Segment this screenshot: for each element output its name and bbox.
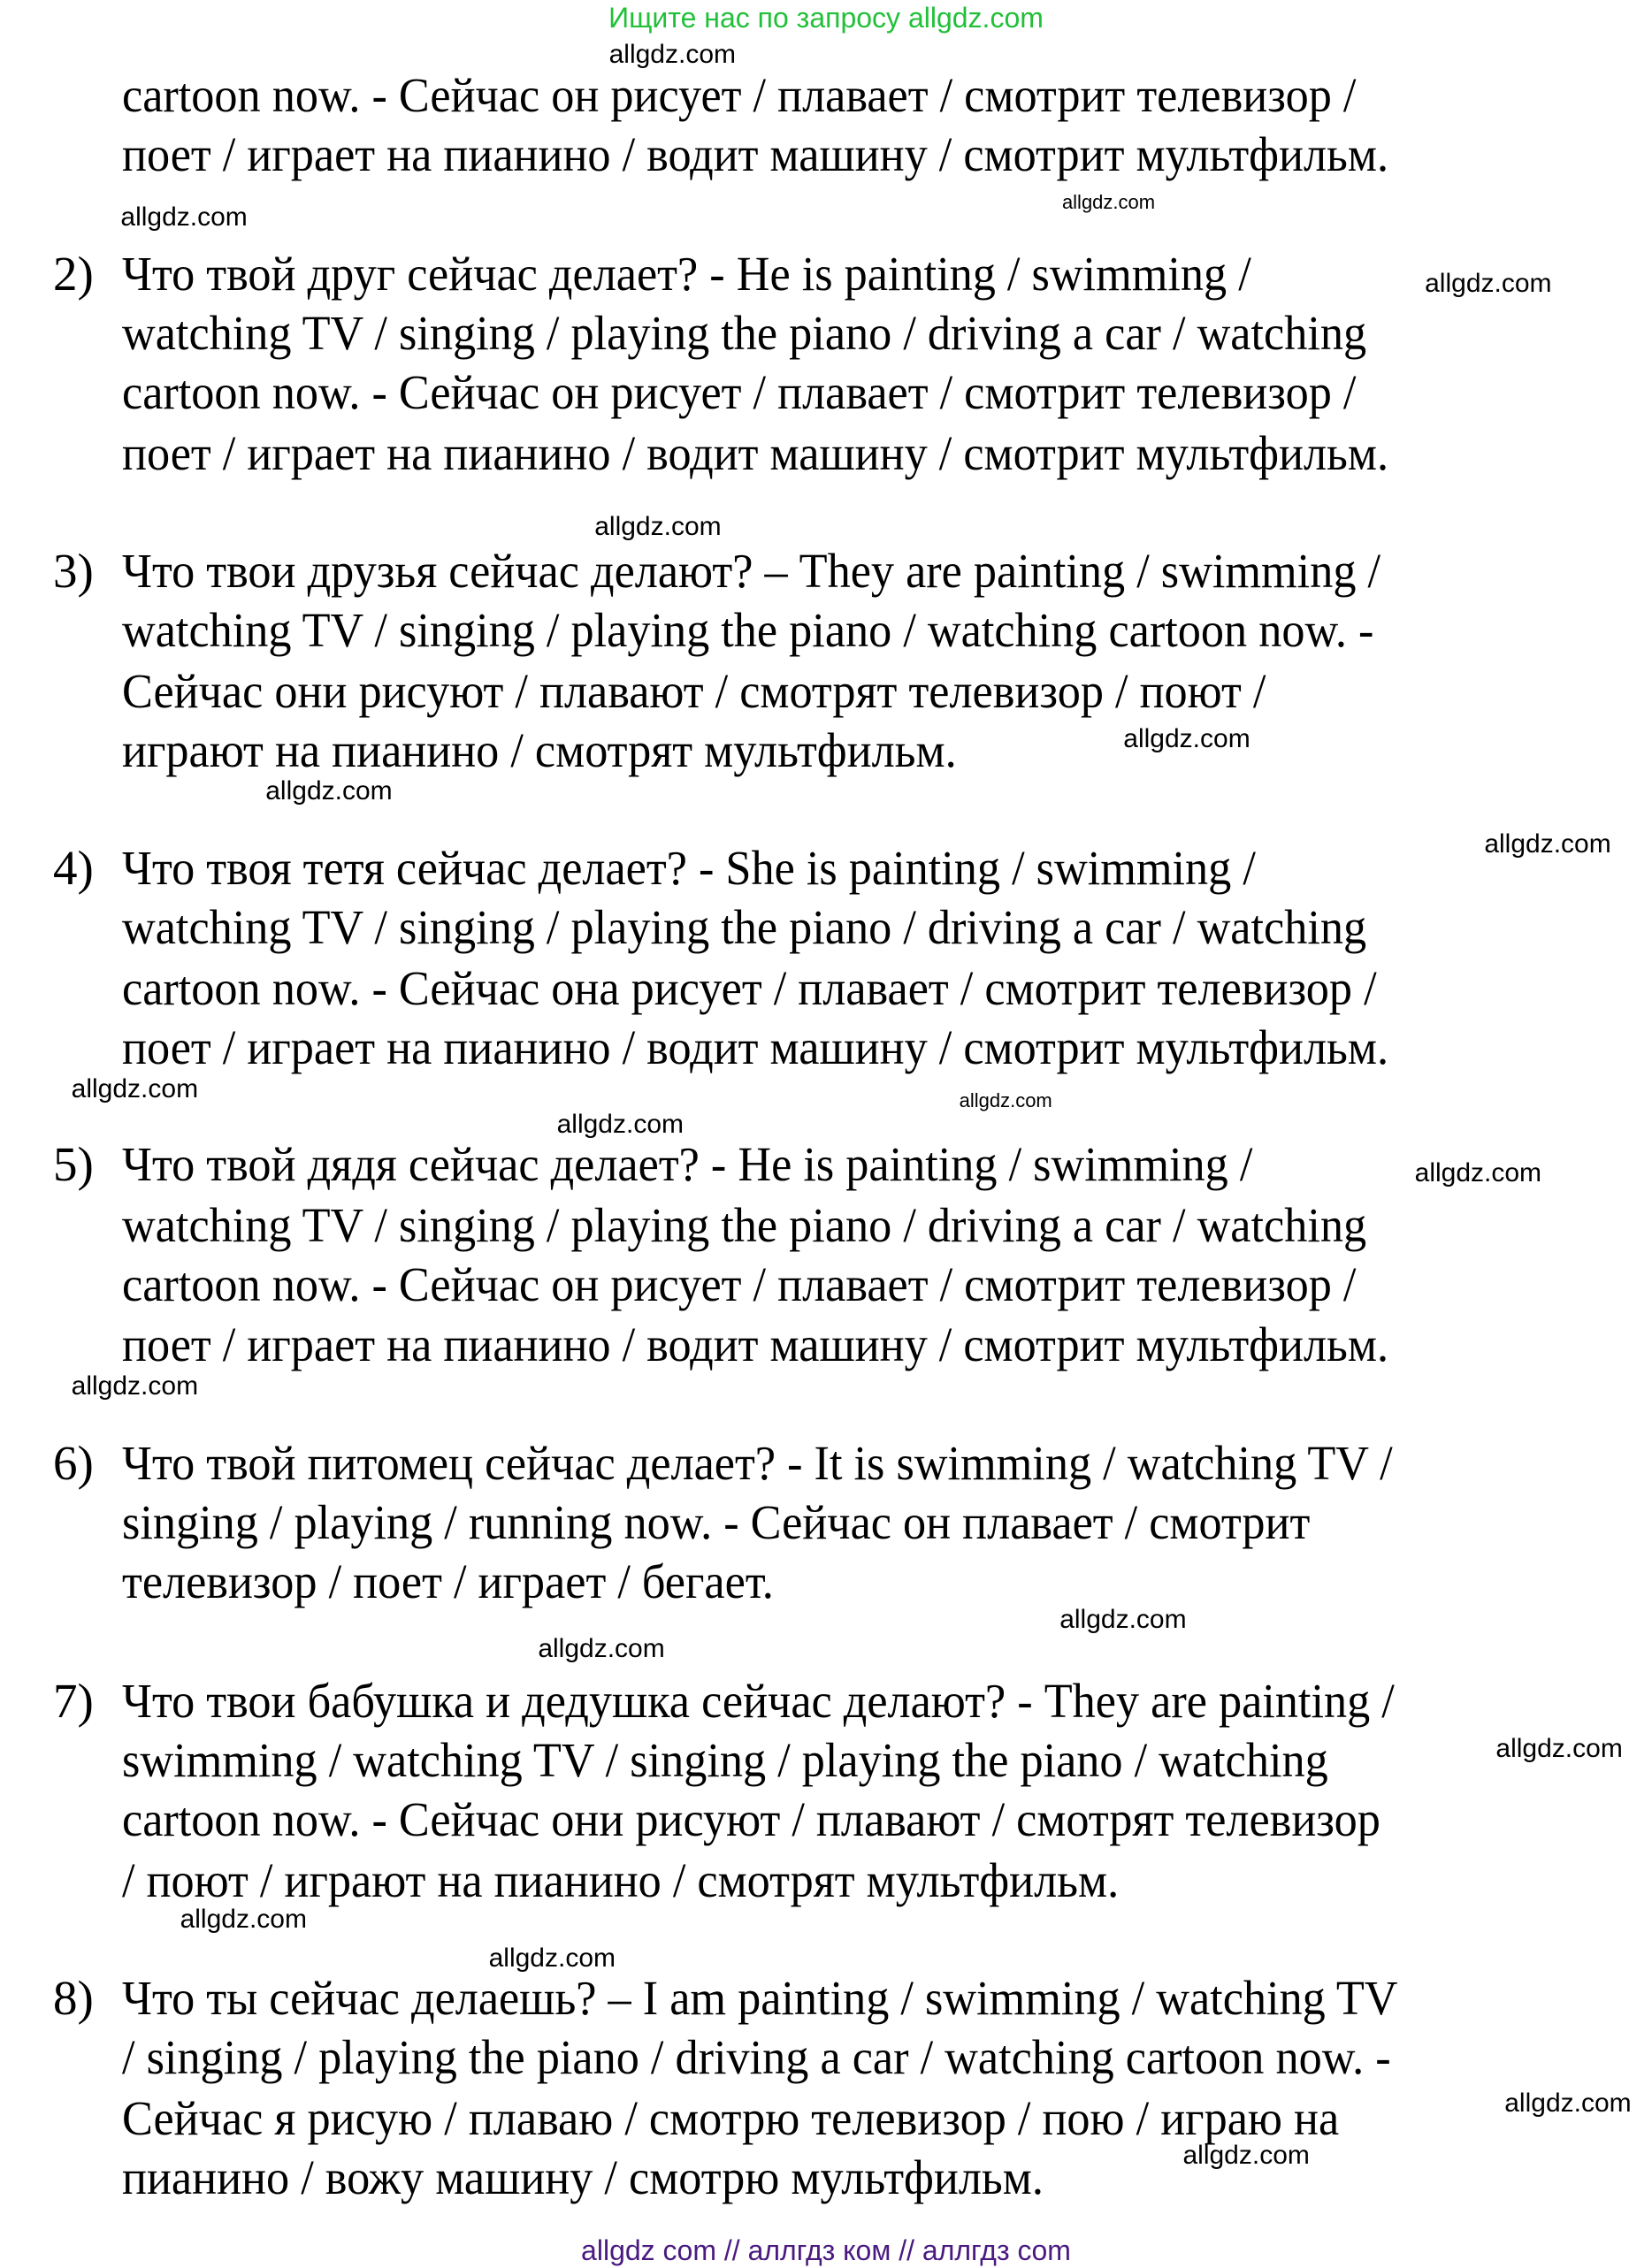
- answer-line: swimming / watching TV / singing / playing the piano / watching: [122, 1732, 1328, 1787]
- answer-line: / singing / playing the piano / driving a car / watching cartoon now. -: [122, 2029, 1391, 2084]
- watermark: allgdz.com: [180, 1905, 307, 1935]
- answer-line: watching TV / singing / playing the piano / driving a car / watching: [122, 1198, 1367, 1253]
- answer-line: Сейчас они рисуют / плавают / смотрят телевизор / поют /: [122, 663, 1266, 718]
- footer-banner: allgdz com // аллгдз ком // аллгдз com: [581, 2234, 1071, 2266]
- answer-line: Что твой питомец сейчас делает? - It is swimming / watching TV /: [122, 1435, 1393, 1490]
- watermark: allgdz.com: [538, 1633, 665, 1663]
- watermark: allgdz.com: [1484, 829, 1611, 859]
- answer-line: cartoon now. - Сейчас он рисует / плавает / смотрит телевизор /: [122, 365, 1357, 420]
- watermark: allgdz.com: [265, 775, 393, 806]
- item-number: 7): [53, 1673, 94, 1728]
- watermark: allgdz.com: [120, 202, 248, 232]
- answer-line: телевизор / поет / играет / бегает.: [122, 1554, 774, 1609]
- answer-line: Что твои друзья сейчас делают? – They are painting / swimming /: [122, 543, 1381, 598]
- answer-line: пианино / вожу машину / смотрю мультфильм.: [122, 2150, 1044, 2204]
- answer-line: играют на пианино / смотрят мультфильм.: [122, 722, 957, 777]
- answer-line: / поют / играют на пианино / смотрят мультфильм.: [122, 1852, 1120, 1907]
- watermark: allgdz.com: [1182, 2141, 1310, 2171]
- answer-line: watching TV / singing / playing the piano / driving a car / watching: [122, 899, 1367, 954]
- item-number: 4): [53, 840, 94, 895]
- item-number: 2): [53, 246, 94, 301]
- watermark: allgdz.com: [1504, 2089, 1632, 2119]
- answer-line: cartoon now. - Сейчас она рисует / плавает / смотрит телевизор /: [122, 960, 1377, 1015]
- answer-line: Что твои бабушка и дедушка сейчас делают? - They are painting /: [122, 1673, 1395, 1728]
- answer-line: cartoon now. - Сейчас они рисуют / плавают / смотрят телевизор: [122, 1792, 1380, 1847]
- watermark: allgdz.com: [959, 1089, 1052, 1112]
- answer-line: Что твой друг сейчас делает? - He is painting / swimming /: [122, 246, 1251, 301]
- answer-line: Что ты сейчас делаешь? – I am painting / swimming / watching TV: [122, 1970, 1398, 2025]
- answer-line: Сейчас я рисую / плаваю / смотрю телевизор / пою / играю на: [122, 2090, 1340, 2145]
- watermark: allgdz.com: [594, 512, 722, 542]
- answer-line: поет / играет на пианино / водит машину / смотрит мультфильм.: [122, 1317, 1389, 1371]
- watermark: allgdz.com: [71, 1371, 199, 1401]
- item-number: 6): [53, 1435, 94, 1490]
- watermark: allgdz.com: [1123, 723, 1250, 753]
- watermark: allgdz.com: [1061, 191, 1156, 214]
- watermark: allgdz.com: [1425, 269, 1552, 299]
- watermark: allgdz.com: [556, 1109, 685, 1139]
- answer-line: watching TV / singing / playing the piano / driving a car / watching: [122, 305, 1367, 360]
- header-banner: Ищите нас по запросу allgdz.com: [608, 2, 1044, 34]
- watermark: allgdz.com: [1059, 1604, 1187, 1634]
- watermark: allgdz.com: [608, 40, 736, 70]
- answer-line: singing / playing / running now. - Сейчас он плавает / смотрит: [122, 1495, 1311, 1550]
- answer-line: Что твой дядя сейчас делает? - He is painting / swimming /: [122, 1137, 1253, 1192]
- item-number: 3): [53, 543, 94, 598]
- watermark: allgdz.com: [1495, 1733, 1623, 1763]
- answer-line: cartoon now. - Сейчас он рисует / плавает / смотрит телевизор /: [122, 68, 1357, 123]
- answer-line: cartoon now. - Сейчас он рисует / плавает / смотрит телевизор /: [122, 1257, 1357, 1312]
- watermark: allgdz.com: [1414, 1158, 1542, 1188]
- answer-line: Что твоя тетя сейчас делает? - She is painting / swimming /: [122, 840, 1256, 895]
- item-number: 8): [53, 1970, 94, 2025]
- answer-line: поет / играет на пианино / водит машину / смотрит мультфильм.: [122, 425, 1389, 480]
- answer-line: watching TV / singing / playing the piano / watching cartoon now. -: [122, 602, 1374, 657]
- watermark: allgdz.com: [71, 1074, 199, 1104]
- item-number: 5): [53, 1137, 94, 1192]
- watermark: allgdz.com: [488, 1943, 616, 1974]
- answer-line: поет / играет на пианино / водит машину / смотрит мультфильм.: [122, 1019, 1389, 1074]
- answer-line: поет / играет на пианино / водит машину / смотрит мультфильм.: [122, 127, 1389, 182]
